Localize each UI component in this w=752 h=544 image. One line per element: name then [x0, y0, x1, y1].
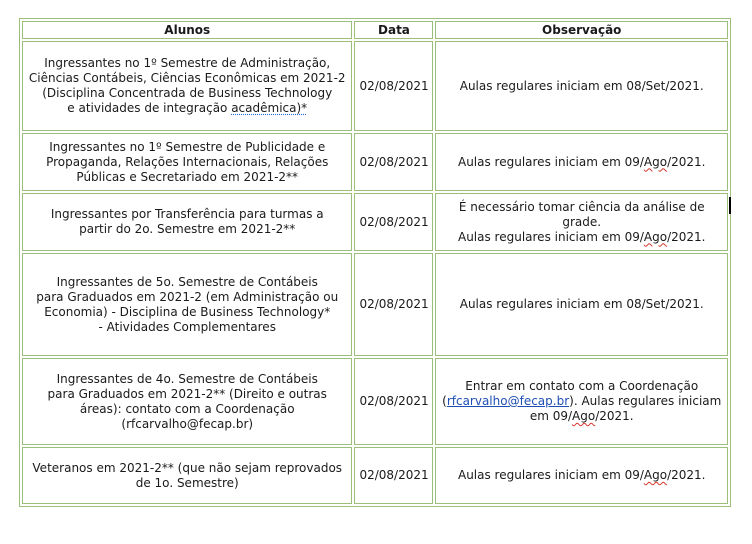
data-cell: 02/08/2021 [354, 41, 433, 131]
obs-text: ( [442, 394, 447, 408]
obs-text: Aulas regulares iniciam em 09/ [457, 229, 644, 244]
alunos-line: de 1o. Semestre) [135, 475, 239, 490]
alunos-line: Economia) - Disciplina de Business Technology* [44, 304, 331, 319]
obs-line-group [440, 230, 723, 245]
obs-text: Aulas regulares iniciam em 09/ [457, 154, 644, 169]
alunos-line: - Atividades Complementares [98, 319, 276, 334]
obs-text: /2021. [667, 154, 706, 169]
obs-spellcheck-word: Ago [572, 409, 596, 423]
alunos-line: áreas): contato com a Coordenação [79, 401, 295, 416]
observacao-cell [435, 193, 728, 251]
obs-text: Aulas regulares iniciam em 09/ [457, 468, 644, 482]
obs-line-group [440, 409, 723, 424]
table-row [22, 41, 728, 131]
alunos-cell [22, 358, 352, 445]
alunos-line: Ingressantes no 1º Semestre de Administração, [44, 56, 331, 70]
alunos-line: Veteranos em 2021-2** (que não sejam reprovados [32, 460, 343, 475]
alunos-line: Ingressantes de 5o. Semestre de Contábeis [56, 274, 318, 289]
header-observacao: Observação [435, 21, 728, 39]
obs-line: Entrar em contato com a Coordenação [465, 379, 699, 393]
coordination-email-link[interactable]: rfcarvalho@fecap.br [446, 394, 570, 408]
alunos-cell [22, 41, 352, 131]
table-row [22, 447, 728, 504]
alunos-line: Ingressantes por Transferência para turmas a [50, 207, 324, 221]
obs-spellcheck-word: Ago [643, 154, 668, 169]
data-cell: 02/08/2021 [354, 358, 433, 445]
alunos-cell [22, 193, 352, 251]
alunos-line: e atividades de integração [67, 101, 232, 115]
table-row [22, 193, 728, 251]
alunos-cell [22, 253, 352, 356]
obs-spellcheck-word: Ago [643, 468, 668, 482]
alunos-line: Propaganda, Relações Internacionais, Relações [46, 154, 329, 169]
header-data: Data [354, 21, 433, 39]
text-cursor [729, 197, 731, 214]
alunos-line: para Graduados em 2021-2 (em Administração ou [36, 289, 339, 304]
alunos-line: para Graduados em 2021-2** (Direito e outras [47, 386, 327, 401]
obs-text: ). Aulas regulares iniciam [569, 394, 722, 408]
alunos-line: (rfcarvalho@fecap.br) [121, 416, 254, 431]
obs-spellcheck-word: Ago [643, 229, 668, 244]
alunos-cell [22, 447, 352, 504]
obs-line-group [440, 394, 723, 409]
table-row [22, 133, 728, 191]
observacao-cell: Aulas regulares iniciam em 08/Set/2021. [435, 41, 728, 131]
data-cell: 02/08/2021 [354, 193, 433, 251]
alunos-line: partir do 2o. Semestre em 2021-2** [79, 222, 296, 236]
table-row [22, 358, 728, 445]
observacao-cell [435, 133, 728, 191]
obs-line: É necessário tomar ciência da análise de grade. [458, 199, 705, 229]
alunos-line: Ciências Contábeis, Ciências Econômicas em 2021-2 [28, 71, 346, 85]
alunos-line-group [27, 101, 347, 116]
data-cell: 02/08/2021 [354, 253, 433, 356]
obs-text: /2021. [595, 409, 634, 423]
alunos-line-underlined: acadêmica)* [231, 101, 308, 115]
data-cell: 02/08/2021 [354, 447, 433, 504]
observacao-cell [435, 447, 728, 504]
header-row [22, 21, 728, 39]
table-row [22, 253, 728, 356]
students-schedule-table [19, 18, 731, 507]
alunos-line: Ingressantes de 4o. Semestre de Contábeis [56, 371, 318, 386]
alunos-line: (Disciplina Concentrada de Business Technology [42, 86, 333, 100]
header-alunos: Alunos [22, 21, 352, 39]
alunos-cell [22, 133, 352, 191]
observacao-cell: Aulas regulares iniciam em 08/Set/2021. [435, 253, 728, 356]
observacao-cell [435, 358, 728, 445]
obs-text: /2021. [667, 229, 706, 244]
alunos-line: Públicas e Secretariado em 2021-2** [76, 169, 299, 184]
alunos-line: Ingressantes no 1º Semestre de Publicidade e [49, 139, 326, 154]
obs-text: em 09/ [529, 409, 573, 423]
data-cell: 02/08/2021 [354, 133, 433, 191]
obs-text: /2021. [667, 468, 706, 482]
